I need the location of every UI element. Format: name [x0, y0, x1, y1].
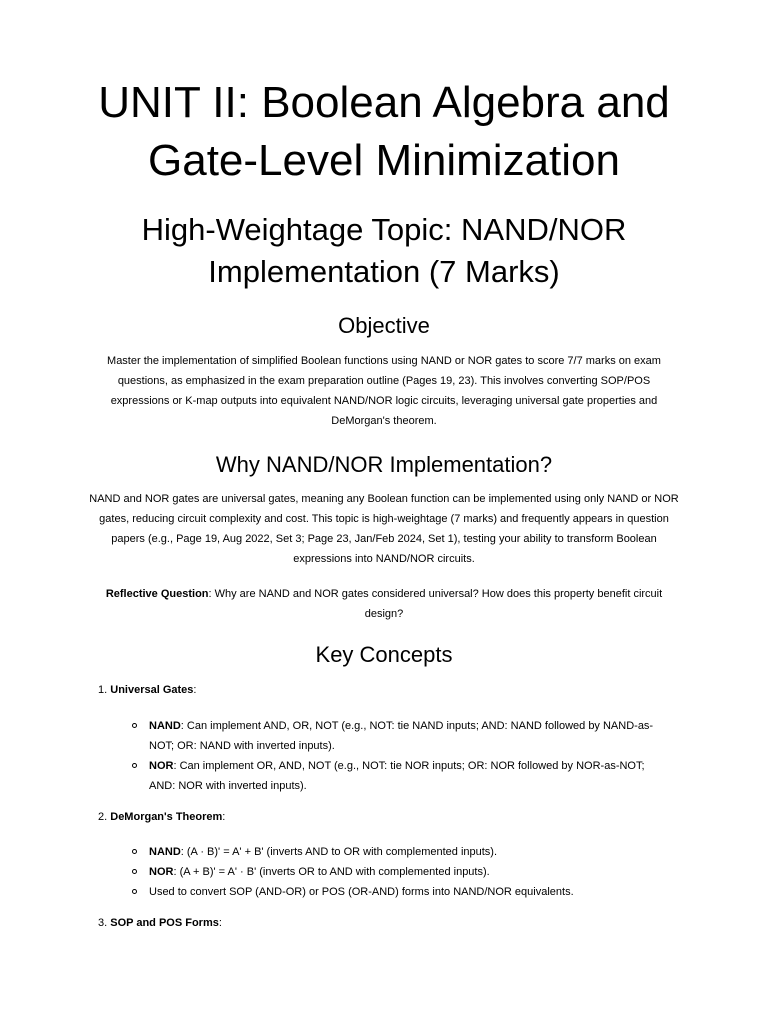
objective-line-3: expressions or K-map outputs into equivalent NAND/NOR logic circuits, leveraging universal gate properties and	[110, 395, 658, 407]
list-item-number: 1.	[98, 684, 108, 696]
list-item-number: 2.	[98, 811, 108, 823]
why-line-3: papers (e.g., Page 19, Aug 2022, Set 3; Page 23, Jan/Feb 2024, Set 1), testing your ability to transform Boolean	[111, 533, 657, 545]
bullet-item	[149, 842, 709, 862]
list-item	[98, 807, 225, 827]
bullet-circle-icon	[132, 869, 137, 874]
why-line-4: expressions into NAND/NOR circuits.	[293, 553, 475, 565]
why-line-1: NAND and NOR gates are universal gates, meaning any Boolean function can be implemented using only NAND or NOR	[89, 493, 679, 505]
bullet-text: Used to convert SOP (AND-OR) or POS (OR-AND) forms into NAND/NOR equivalents.	[149, 886, 574, 898]
objective-line-4: DeMorgan's theorem.	[331, 415, 437, 427]
objective-paragraph	[70, 351, 698, 431]
why-heading: Why NAND/NOR Implementation?	[215, 452, 553, 477]
bullet-circle-icon	[132, 763, 137, 768]
reflective-question-line-2: design?	[364, 608, 404, 620]
bullet-text: : (A + B)' = A' · B' (inverts OR to AND with complemented inputs).	[173, 866, 490, 878]
list-item-label: SOP and POS Forms	[110, 917, 219, 929]
page-title-line-2: Gate-Level Minimization	[148, 136, 620, 185]
list-item-suffix: :	[218, 917, 222, 929]
bullet-label: NAND	[149, 846, 181, 858]
reflective-question-line-1: : Why are NAND and NOR gates considered universal? How does this property benefit circuit	[208, 588, 663, 600]
page-subtitle	[40, 209, 728, 293]
bullet-item	[149, 862, 709, 882]
bullet-circle-icon	[132, 723, 137, 728]
objective-heading: Objective	[338, 313, 430, 338]
reflective-question-label: Reflective Question	[105, 588, 209, 600]
bullet-text-cont: NOT; OR: NAND with inverted inputs).	[149, 740, 335, 752]
list-item-label: DeMorgan's Theorem	[110, 811, 223, 823]
bullet-label: NOR	[149, 760, 174, 772]
bullet-item	[149, 882, 709, 902]
list-item-label: Universal Gates	[110, 684, 194, 696]
reflective-question	[70, 584, 698, 624]
bullet-circle-icon	[132, 849, 137, 854]
bullet-label: NAND	[149, 720, 181, 732]
list-item-suffix: :	[222, 811, 226, 823]
objective-line-2: questions, as emphasized in the exam preparation outline (Pages 19, 23). This involves converting SOP/POS	[117, 375, 651, 387]
page-title	[40, 74, 728, 190]
list-item-number: 3.	[98, 917, 108, 929]
why-paragraph	[70, 489, 698, 569]
bullet-text: : Can implement OR, AND, NOT (e.g., NOT: tie NOR inputs; OR: NOR followed by NOR-as-NOT;	[173, 760, 645, 772]
key-concepts-heading: Key Concepts	[315, 642, 453, 667]
list-item	[98, 680, 196, 700]
page-subtitle-line-1: High-Weightage Topic: NAND/NOR	[141, 212, 627, 247]
page-title-line-1: UNIT II: Boolean Algebra and	[98, 78, 670, 127]
why-line-2: gates, reducing circuit complexity and cost. This topic is high-weightage (7 marks) and frequently appears in question	[99, 513, 669, 525]
bullet-item	[149, 716, 709, 756]
bullet-text-cont: AND: NOR with inverted inputs).	[149, 780, 307, 792]
bullet-text: : Can implement AND, OR, NOT (e.g., NOT: tie NAND inputs; AND: NAND followed by NAND-as-	[180, 720, 654, 732]
page-subtitle-line-2: Implementation (7 Marks)	[208, 254, 560, 289]
bullet-label: NOR	[149, 866, 174, 878]
objective-line-1: Master the implementation of simplified Boolean functions using NAND or NOR gates to score 7/7 marks on exam	[107, 355, 661, 367]
list-item	[98, 913, 222, 933]
bullet-item	[149, 756, 709, 796]
bullet-text: : (A · B)' = A' + B' (inverts AND to OR with complemented inputs).	[180, 846, 498, 858]
list-item-suffix: :	[193, 684, 197, 696]
bullet-circle-icon	[132, 889, 137, 894]
